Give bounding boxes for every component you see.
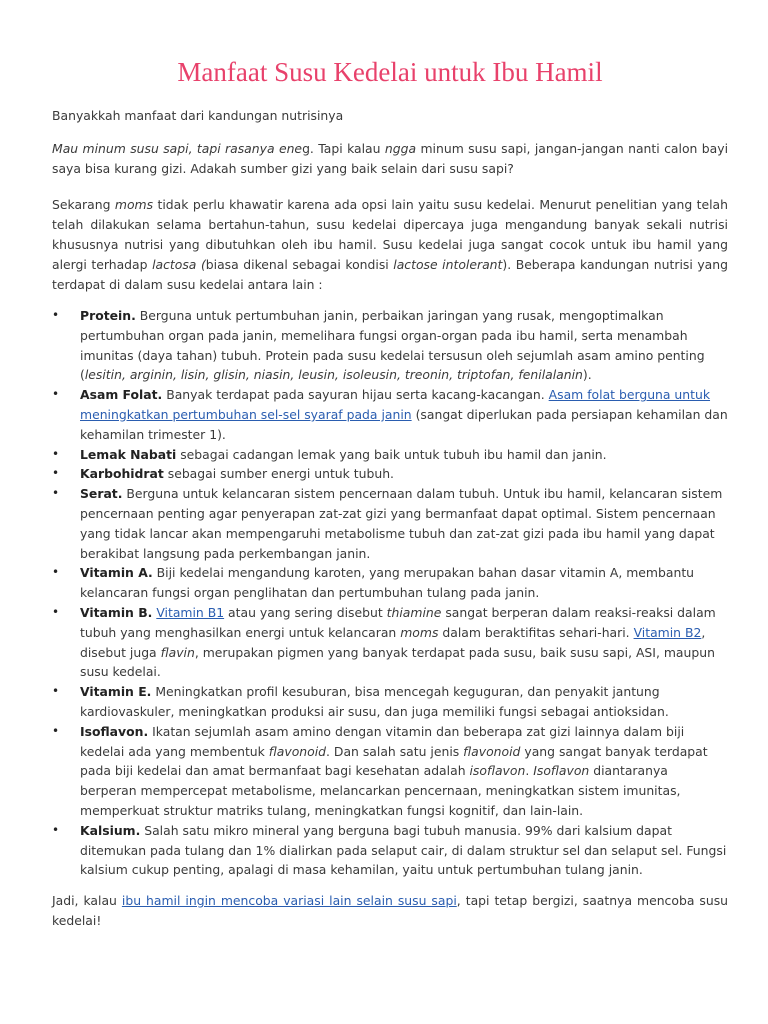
text: sebagai sumber energi untuk tubuh.	[163, 466, 394, 482]
bullet: •	[52, 822, 60, 837]
text: ). Beberapa kandungan nutrisi yang terdapat di dalam susu kedelai antara lain :	[52, 257, 728, 292]
list-item-kalsium	[52, 821, 728, 880]
italic-text: flavonoid	[268, 743, 327, 759]
item-heading: Asam Folat.	[80, 387, 163, 403]
list-item-karbohidrat	[52, 464, 728, 484]
text: sebagai cadangan lemak yang baik untuk tubuh ibu hamil dan janin.	[176, 446, 607, 462]
paragraph-soy-milk	[52, 195, 728, 295]
vitamin-b2-link[interactable]: Vitamin B2	[633, 624, 702, 640]
list-item-vitamin-a	[52, 563, 728, 603]
asam-folat-link[interactable]: Asam folat berguna untuk meningkatkan pertumbuhan sel-sel syaraf pada janin	[80, 387, 711, 422]
bullet: •	[52, 446, 60, 461]
item-heading: Lemak Nabati	[80, 446, 177, 462]
text: , merupakan pigmen yang banyak terdapat pada susu, baik susu sapi, ASI, maupun susu kedelai.	[80, 644, 715, 680]
item-heading: Kalsium.	[80, 822, 141, 838]
text: biasa dikenal sebagai kondisi	[205, 257, 394, 272]
article	[52, 50, 728, 931]
italic-text: flavonoid	[463, 743, 521, 759]
list-item-vitamin-e	[52, 682, 728, 722]
text: Meningkatkan profil kesuburan, bisa mencegah keguguran, dan penyakit jantung kardiovaskuler, meningkatkan produksi air susu, dan juga memiliki fungsi sebagai antioksidan.	[80, 684, 669, 719]
text: (sangat diperlukan pada persiapan kehamilan dan kehamilan trimester 1).	[80, 406, 728, 442]
bullet: •	[52, 387, 60, 402]
item-heading: Vitamin B.	[80, 604, 153, 620]
list-item-isoflavon	[52, 722, 728, 821]
text: yang sangat banyak terdapat pada biji kedelai dan amat bermanfaat bagi kesehatan adalah	[80, 743, 708, 779]
text: g. Tapi kalau	[302, 141, 385, 156]
text: Ikatan sejumlah asam amino dengan vitamin dan beberapa zat gizi lainnya dalam biji kedelai ada yang membentuk	[80, 723, 685, 759]
italic-text: moms	[114, 197, 154, 212]
bullet: •	[52, 308, 60, 322]
italic-text: ngga	[384, 141, 417, 156]
italic-text: Mau minum susu sapi, tapi rasanya ene	[52, 141, 303, 156]
bullet: •	[52, 565, 60, 580]
vitamin-b1-link[interactable]: Vitamin B1	[156, 604, 225, 620]
nutrient-list	[52, 306, 728, 880]
text: minum susu sapi, jangan-jangan nanti calon bayi saya bisa kurang gizi. Adakah sumber gizi yang baik selain dari susu sapi?	[52, 141, 729, 176]
list-item-lemak-nabati	[52, 445, 728, 465]
text: , tapi tetap bergizi, saatnya mencoba susu kedelai!	[52, 893, 729, 929]
item-heading: Vitamin A.	[80, 565, 153, 581]
text: Berguna untuk kelancaran sistem pencernaan dalam tubuh. Untuk ibu hamil, kelancaran sistem pencernaan penting agar penyerapan zat-zat gizi yang bermanfaat dapat optimal. Sistem pencernaan yang tidak lancar akan mempengaruhi metabolisme tubuh dan zat-zat gizi pada ibu hamil yang dapat berakibat langsung pada perkembangan janin.	[80, 486, 723, 561]
paragraph-question	[52, 139, 728, 179]
list-item-asam-folat	[52, 385, 728, 444]
bullet: •	[52, 723, 60, 738]
item-heading: Protein.	[80, 308, 136, 323]
text: dalam beraktifitas sehari-hari.	[438, 624, 634, 640]
text: Berguna untuk pertumbuhan janin, perbaikan jaringan yang rusak, mengoptimalkan pertumbuhan organ pada janin, memelihara fungsi organ-organ pada ibu hamil, serta menambah imunitas (daya tahan) tubuh. Protein pada susu kedelai tersusun oleh sejumlah asam amino penting (	[80, 308, 705, 383]
italic-text: flavin	[160, 644, 195, 660]
italic-text: isoflavon	[469, 763, 526, 779]
text: Salah satu mikro mineral yang berguna bagi tubuh manusia. 99% dari kalsium dapat ditemukan pada tulang dan 1% dialirkan pada selaput cair, di dalam struktur sel dan selaput sel. Fungsi kalsium cukup penting, apalagi di masa kehamilan, yaitu untuk pertumbuhan tulang janin.	[80, 822, 727, 878]
ibu-hamil-link[interactable]: ibu hamil ingin mencoba variasi lain selain susu sapi	[121, 893, 457, 909]
intro-text: Banyakkah manfaat dari kandungan nutrisinya	[52, 108, 344, 123]
text: Biji kedelai mengandung karoten, yang merupakan bahan dasar vitamin A, membantu kelancaran fungsi organ penglihatan dan pertumbuhan tulang pada janin.	[80, 565, 695, 601]
list-item-protein	[52, 306, 728, 385]
italic-text: thiamine	[386, 604, 442, 620]
text: atau yang sering disebut	[224, 604, 387, 620]
item-heading: Vitamin E.	[80, 684, 152, 700]
text: sangat berperan dalam reaksi-reaksi dalam tubuh yang menghasilkan energi untuk kelancaran	[80, 604, 716, 640]
italic-text: lactose intolerant	[393, 257, 503, 272]
text: , disebut juga	[80, 624, 706, 660]
list-item-serat	[52, 484, 728, 563]
text: Jadi, kalau	[52, 893, 122, 909]
text: Sekarang	[52, 197, 115, 212]
bullet: •	[52, 604, 60, 619]
item-heading: Serat.	[80, 486, 123, 502]
text: diantaranya berperan mempercepat metabolisme, melancarkan pencernaan, meningkatkan sistem imunitas, memperkuat struktur matriks tulang, meningkatkan fungsi kognitif, dan lain-lain.	[80, 763, 681, 818]
list-item-vitamin-b	[52, 603, 728, 682]
text: . Dan salah satu jenis	[326, 743, 464, 759]
closing-paragraph	[52, 891, 728, 931]
text: Banyak terdapat pada sayuran hijau serta kacang-kacangan.	[162, 387, 549, 403]
italic-text: Isoflavon	[533, 763, 590, 779]
page-title: Manfaat Susu Kedelai untuk Ibu Hamil	[177, 57, 603, 87]
text: .	[525, 763, 534, 779]
bullet: •	[52, 466, 60, 481]
item-heading: Karbohidrat	[80, 466, 164, 482]
text: tidak perlu khawatir karena ada opsi lain yaitu susu kedelai. Menurut penelitian yang telah telah dilakukan selama bertahun-tahun, susu kedelai dipercaya juga mengandung banyak sekali nutrisi khususnya nutrisi yang dibutuhkan oleh ibu hamil. Susu kedelai juga sangat cocok untuk ibu hamil yang alergi terhadap	[52, 197, 728, 272]
italic-text: lesitin, arginin, lisin, glisin, niasin, leusin, isoleusin, treonin, triptofan, fenilalanin	[84, 367, 583, 383]
text: ).	[582, 367, 592, 383]
item-heading: Isoflavon.	[80, 723, 149, 739]
italic-text: lactosa (	[152, 257, 206, 272]
bullet: •	[52, 684, 60, 699]
italic-text: moms	[400, 624, 439, 640]
bullet: •	[52, 486, 60, 501]
